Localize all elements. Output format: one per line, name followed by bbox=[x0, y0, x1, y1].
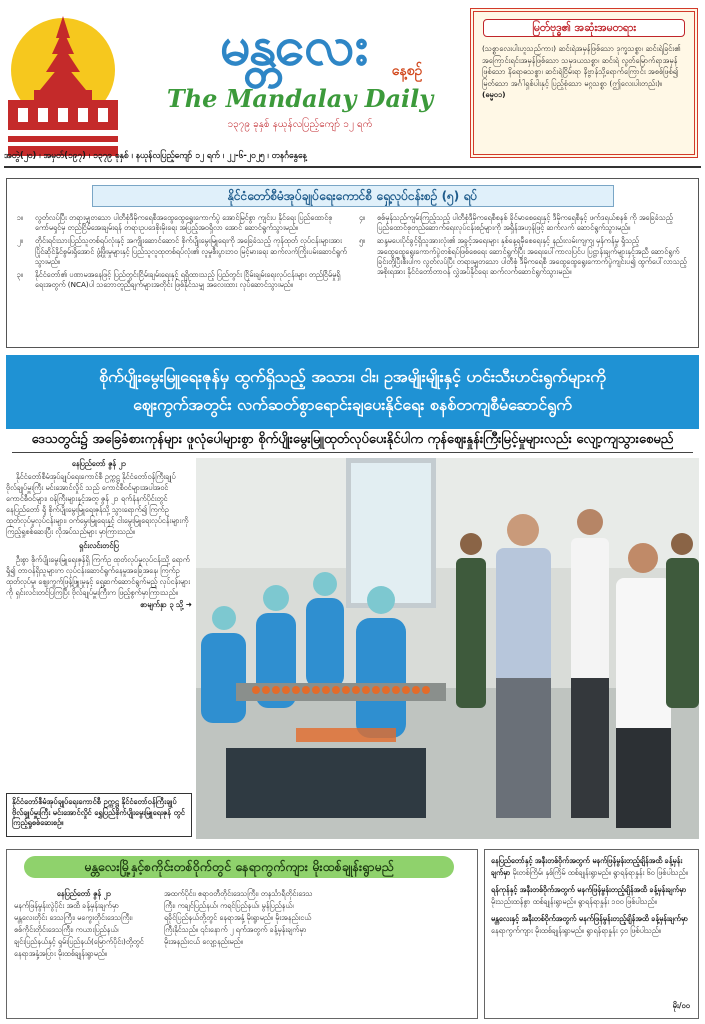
forecast-item bbox=[491, 855, 692, 878]
egg-facility-photo bbox=[196, 458, 699, 839]
headline-line-2: ဈေးကွက်အတွင်း လက်ဆတ်စွာရောင်းချပေးနိုင်ရေး စနစ်တကျစီမံဆောင်ရွက် bbox=[133, 395, 572, 414]
weather-text: မနက်ဖြန်မွန်းလွဲပိုင်း အထိ ခန့်မှန်းချက်မှာ မန္တလေးတိုင်း ဒေသကြီး၊ မကွေးတိုင်းဒေသကြီး၊ စစ်ကိုင်းတိုင်းဒေသကြီး၊ ကယားပြည်နယ်၊ ချင်းပြည်နယ်နှင့် ရှမ်းပြည်နယ်(မြောက်ပိုင်း)တို့တွင် နေရာအနှံ့အပြား မိုးထစ်ချုန်းရွာမည်။ bbox=[14, 901, 144, 958]
masthead-date: ၁၃၇၉ ခုနှစ် နယုန်လပြည့်ကျော် ၁၂ ရက် bbox=[227, 119, 373, 130]
article-paragraph: ဦးစွာ စိုက်ပျိုးမွေးမြူရေးဇုန်ရှိ ကြက်ဥ ထုတ်လုပ်မှုလုပ်ငန်းသို့ ရောက်ရှိ၍ တာဝန်ရှိသူများက လုပ်ငန်းဆောင်ရွက်နေမှုအခြေအနေ၊ ကြက်ဥထုတ်လုပ်မှု၊ ဈေးကွက်ဖြန့်ဖြူးမှုနှင့် ရှေ့ဆက်ဆောင်ရွက်မည့် လုပ်ငန်းများကို ရှင်းလင်းတင်ပြကြပြီး ဗိုလ်ချုပ်မှူးကြီးက ဖြည့်စွက်မှာကြားသည်။ bbox=[6, 555, 191, 597]
item-number: ၅။ bbox=[359, 236, 366, 246]
issue-line: အတွဲ(၂၀) ၊ အမှတ်(၁၉၇) ၊ ၁၃၇၉ ခုနှစ် ၊ နယုန်လပြည့်ကျော် ၁၂ ရက် ၊ ၂၂-၆-၂၀၂၅ ၊ တနင်္ဂနွေနေ့ bbox=[4, 150, 307, 160]
forecast-text: နေရာကွက်ကျား မိုးထစ်ချုန်းရွာမည်။ ရွာရန်ရာနှုန်း ၄၀ ဖြစ်ပါသည်။ bbox=[491, 925, 661, 935]
motto-source: (ဓမ္မ၀၁) bbox=[482, 90, 506, 99]
weather-col-left bbox=[14, 888, 154, 960]
council-item bbox=[17, 236, 347, 267]
article-column bbox=[6, 458, 192, 830]
motto-text bbox=[474, 41, 694, 103]
continued-link[interactable]: စာမျက်နှာ ၃ သို့ ➜ bbox=[140, 600, 192, 609]
masthead bbox=[0, 0, 705, 170]
council-box-title: နိုင်ငံတော်စီမံအုပ်ချုပ်ရေးကောင်စီ ရှေ့လုပ်ငန်းစဉ် (၅) ရပ် bbox=[92, 185, 614, 207]
item-text: နိုင်ငံတော်၏ ပဏာမအနေဖြင့် ပြည်တွင်းငြိမ်းချမ်းရေးနှင့် ရရှိထားသည့် ပြည်တွင်း ငြိမ်းချမ်းရေးလုပ်ငန်းများ တည်ငြိမ်မှုရှိရေးအတွက် (NCA)ပါ သဘောတူညီချက်များအတိုင်း ဖြစ်နိုင်သမျှ အလေးထား လုပ်ဆောင်သွားမည်။ bbox=[35, 270, 341, 290]
council-item bbox=[17, 270, 347, 290]
masthead-rule bbox=[4, 166, 701, 168]
forecast-code: မိုး/၀၀ bbox=[672, 1001, 690, 1010]
motto-title: မြတ်ဗုဒ္ဓ၏ အဆုံးအမတရား bbox=[483, 19, 685, 37]
motto-body: (သစ္စာလေးပါးဟူသည်ကား) ဆင်းရဲအမှန်ဖြစ်သော ဒုက္ခသစ္စာ၊ ဆင်းရဲခြင်း၏ အကြောင်းရင်းအမှန်ဖြစ်သော သမုဒယသစ္စာ၊ ဆင်းရဲ လွတ်မြောက်ရာအမှန်ဖြစ်သော နိရောဓသစ္စာ၊ ဆင်းရဲငြိမ်းရာ နိဗ္ဗာန်သို့ရောက်ကြောင်း အစစ်ဖြစ်၍ မြတ်သော အင်္ဂါရှစ်ပါးနှင့် ပြည့်စုံသော မဂ္ဂသစ္စာ (ဤလေးပါးတည်း)။ bbox=[482, 44, 681, 88]
item-number: ၄။ bbox=[359, 213, 366, 222]
article-subhead: ရှင်းလင်းတင်ပြ bbox=[79, 541, 119, 550]
forecast-label: နေပြည်တော်နှင့် အနီးတစ်ဝိုက်အတွက် မနက်ဖြန်မွန်းတည့်ချိန်အထိ ခန့်မှန်းချက်မှာ bbox=[491, 856, 683, 877]
item-number: ၁။ bbox=[17, 213, 24, 222]
weather-col-mid bbox=[164, 888, 314, 948]
forecast-text: မိုးသည်းထန်စွာ ထစ်ချုန်းရွာမည်။ ရွာရန်ရာနှုန်း ၁၀၀ ဖြစ်ပါသည်။ bbox=[491, 896, 657, 906]
forecast-item bbox=[491, 884, 692, 907]
article-paragraph: နိုင်ငံတော်စီမံအုပ်ချုပ်ရေးကောင်စီ ဥက္ကဋ္ဌ နိုင်ငံတော်ဝန်ကြီးချုပ် ဗိုလ်ချုပ်မှူးကြီး မင်းအောင်လှိုင် သည် ကောင်စီဝင်များအပါအဝင် ကောင်စီဝင်များ၊ ဝန်ကြီးများနှင့်အတူ ဇွန် ၂၁ ရက်နံနက်ပိုင်းတွင် နေပြည်တော် ရှိ စိုက်ပျိုးမွေးမြူရေးဇုန်သို့ သွားရောက်၍ ကြက်ဥထုတ်လုပ်မှုလုပ်ငန်းများ၊ ဝက်မွေးမြူရေးနှင့် ငါးမွေးမြူရေးလုပ်ငန်းများကို ကြည့်ရှုစစ်ဆေးပြီး လိုအပ်သည်များ မှာကြားသည်။ bbox=[6, 472, 189, 536]
forecast-text: မိုးတစ်ကြိမ်၊ နှစ်ကြိမ် ထစ်ချုန်းရွာမည်။ ရွာရန်ရာနှုန်း ၆၀ ဖြစ်ပါသည်။ bbox=[512, 867, 688, 877]
item-text: ဆန္ဒမပေးပိုင်ခွင့်ရှိသူအားလုံး၏ အခွင့်အရေးများ နှစ်နေ့ရမှီစေရေးနှင့် နည်းလမ်းကျကျ မှန်ကန်မှု ရှိသည့် အထွေထွေရွေးကောက်ပွဲတစ်ရပ်ဖြစ်စေရေး ဆောင်ရွက်ပြီး အရေးပေါ်ကာလပြင်ပ ပြဋ္ဌာန်းချက်များနှင့်အညီ ဆောင်ရွက်ခြင်းတို့ပြီးစီးပါက လွတ်လပ်ပြီး တရားမျှတသော ပါတီစုံ ဒီမိုကရေစီ အထွေထွေရွေးကောက်ပွဲကျင်းပ၍ ထွက်ပေါ်လာသည့်အစိုးရအား နိုင်ငံတော်တာဝန် လွှဲအပ်နိုင်ရေး ဆက်လက်ဆောင်ရွက်သွားမည်။ bbox=[377, 236, 687, 277]
masthead-english-title: The Mandalay Daily bbox=[166, 84, 434, 113]
article-dateline: နေပြည်တော် ဇွန် ၂၁ bbox=[71, 459, 127, 468]
item-text: တိုင်းရင်းသားပြည်သူတစ်ရပ်လုံးနှင့် အကျိုးဆောင်ဆောင် စိုက်ပျိုးမွေးမြူရေးကို အခြေခံသည့် ကုန်ထုတ် လုပ်ငန်းများအား ပြိုင်ဆိုင်နိုင်စွမ်းရှိအောင် ဖွံ့ဖြိုးမှုများနှင့် ပြည်သူလူထုတစ်ရပ်လုံး၏ လူမှုစီးပွားဘ၀ မြင့်မားရေး ဆက်လက်ကြိုးပမ်းဆောင်ရွက်သွားမည်။ bbox=[35, 236, 347, 266]
item-text: လွတ်လပ်ပြီး တရားမျှတသော ပါတီစုံဒီမိုကရေစီအထွေထွေရွေးကောက်ပွဲ အောင်မြင်စွာ ကျင်းပ နိုင်ရေး ပြည်ထောင်စုကော်မရှင်မှ တည်ငြိမ်အေးချမ်းရန် တရားဥပဒေစိုးမိုးရေး အပြည့်အဝရှိလာ အောင် ဆောင်ရွက်သွားမည်။ bbox=[35, 213, 333, 233]
council-col-right bbox=[359, 213, 689, 280]
headline-line-1: စိုက်ပျိုးမွေးမြူရေးဇုန်မှ ထွက်ရှိသည့် အသား၊ ငါး၊ ဥအမျိုးမျိုးနှင့် ဟင်းသီးဟင်းရွက်များကို bbox=[99, 367, 606, 386]
weather-title: မန္တလေးမြို့နှင့်စကိုင်းတစ်ဝိုက်တွင် နေရာကွက်ကျား မိုးထစ်ချုန်းရွာမည် bbox=[24, 856, 454, 878]
council-item bbox=[17, 213, 347, 233]
masthead-subtitle: နေ့စဉ် bbox=[391, 63, 423, 79]
item-number: ၂။ bbox=[17, 236, 23, 246]
forecast-box bbox=[484, 849, 699, 1019]
item-text: စစ်မှန်သည်ကျမ်းကြည့်သည့် ပါတီစုံဒီမိုကရေစီစနစ် ခိုင်မာစေရေးနှင့် ဒီမိုကရေစီနှင့် ဖက်ဒရယ်စနစ် ကို အခြေခံသည့် ပြည်ထောင်စုတည်ဆောက်ရေးလုပ်ငန်းစဉ်များကို အရှိန်အဟုန်ဖြင့် ဆက်လက် ဆောင်ရွက်သွားမည်။ bbox=[377, 213, 673, 233]
item-number: ၃။ bbox=[17, 270, 24, 280]
weather-text: အထက်ပိုင်း၊ ဧရာဝတီတိုင်းဒေသကြီး၊ တနင်္သာရီတိုင်းဒေသကြီး၊ ကချင်ပြည်နယ်၊ ကရင်ပြည်နယ်၊ မွန်ပြည်နယ်၊ ရခိုင်ပြည်နယ်တို့တွင် နေရာအနှံ့ မိုးရွာမည်။ မိုးအနည်းငယ်ကြီးနိုင်သည်။ ၎င်းနောက် ၂ ရက်အတွက် ခန့်မှန်းချက်မှာ မိုးအနည်းငယ် လျော့နည်းမည်။ bbox=[164, 889, 313, 946]
forecast-item bbox=[491, 913, 692, 936]
headline-deck: ဒေသတွင်း၌ အခြေခံစားကုန်များ ဖူလုံပေါများစွာ စိုက်ပျိုးမွေးမြူထုတ်လုပ်ပေးနိုင်ပါက ကုန်ဈေးနှုန်းကြီးမြင့်မှုများလည်း လျော့ကျသွားစေမည် bbox=[12, 428, 693, 453]
headline-banner bbox=[6, 355, 699, 429]
forecast-label: မန္တလေးနှင့် အနီးတစ်ဝိုက်အတွက် မနက်ဖြန်မွန်းတည့်ချိန်အထိ ခန့်မှန်းချက်မှာ bbox=[491, 914, 689, 924]
photo-caption-box: နိုင်ငံတော်စီမံအုပ်ချုပ်ရေးကောင်စီ ဥက္ကဋ္ဌ နိုင်ငံတော်ဝန်ကြီးချုပ် ဗိုလ်ချုပ်မှူးကြီး မင်းအောင်လှိုင် ရွှေပြည်စိုက်ပျိုးမွေးမြူရေးဇုန် တွင် ကြည့်ရှုစစ်ဆေးစဉ်။ bbox=[6, 793, 192, 837]
council-item bbox=[359, 213, 689, 233]
council-col-left bbox=[17, 213, 347, 293]
news-photo bbox=[196, 458, 699, 839]
masthead-title: မန္တလေး bbox=[219, 13, 367, 77]
weather-dateline: နေပြည်တော် ဇွန် ၂၁ bbox=[56, 889, 112, 898]
council-item bbox=[359, 236, 689, 277]
palace-logo bbox=[4, 8, 122, 160]
council-box bbox=[6, 178, 699, 348]
forecast-label: ရန်ကုန်နှင့် အနီးတစ်ဝိုက်အတွက် မနက်ဖြန်မွန်းတည့်ချိန်အထိ ခန့်မှန်းချက်မှာ bbox=[491, 885, 687, 895]
motto-box bbox=[470, 8, 698, 158]
